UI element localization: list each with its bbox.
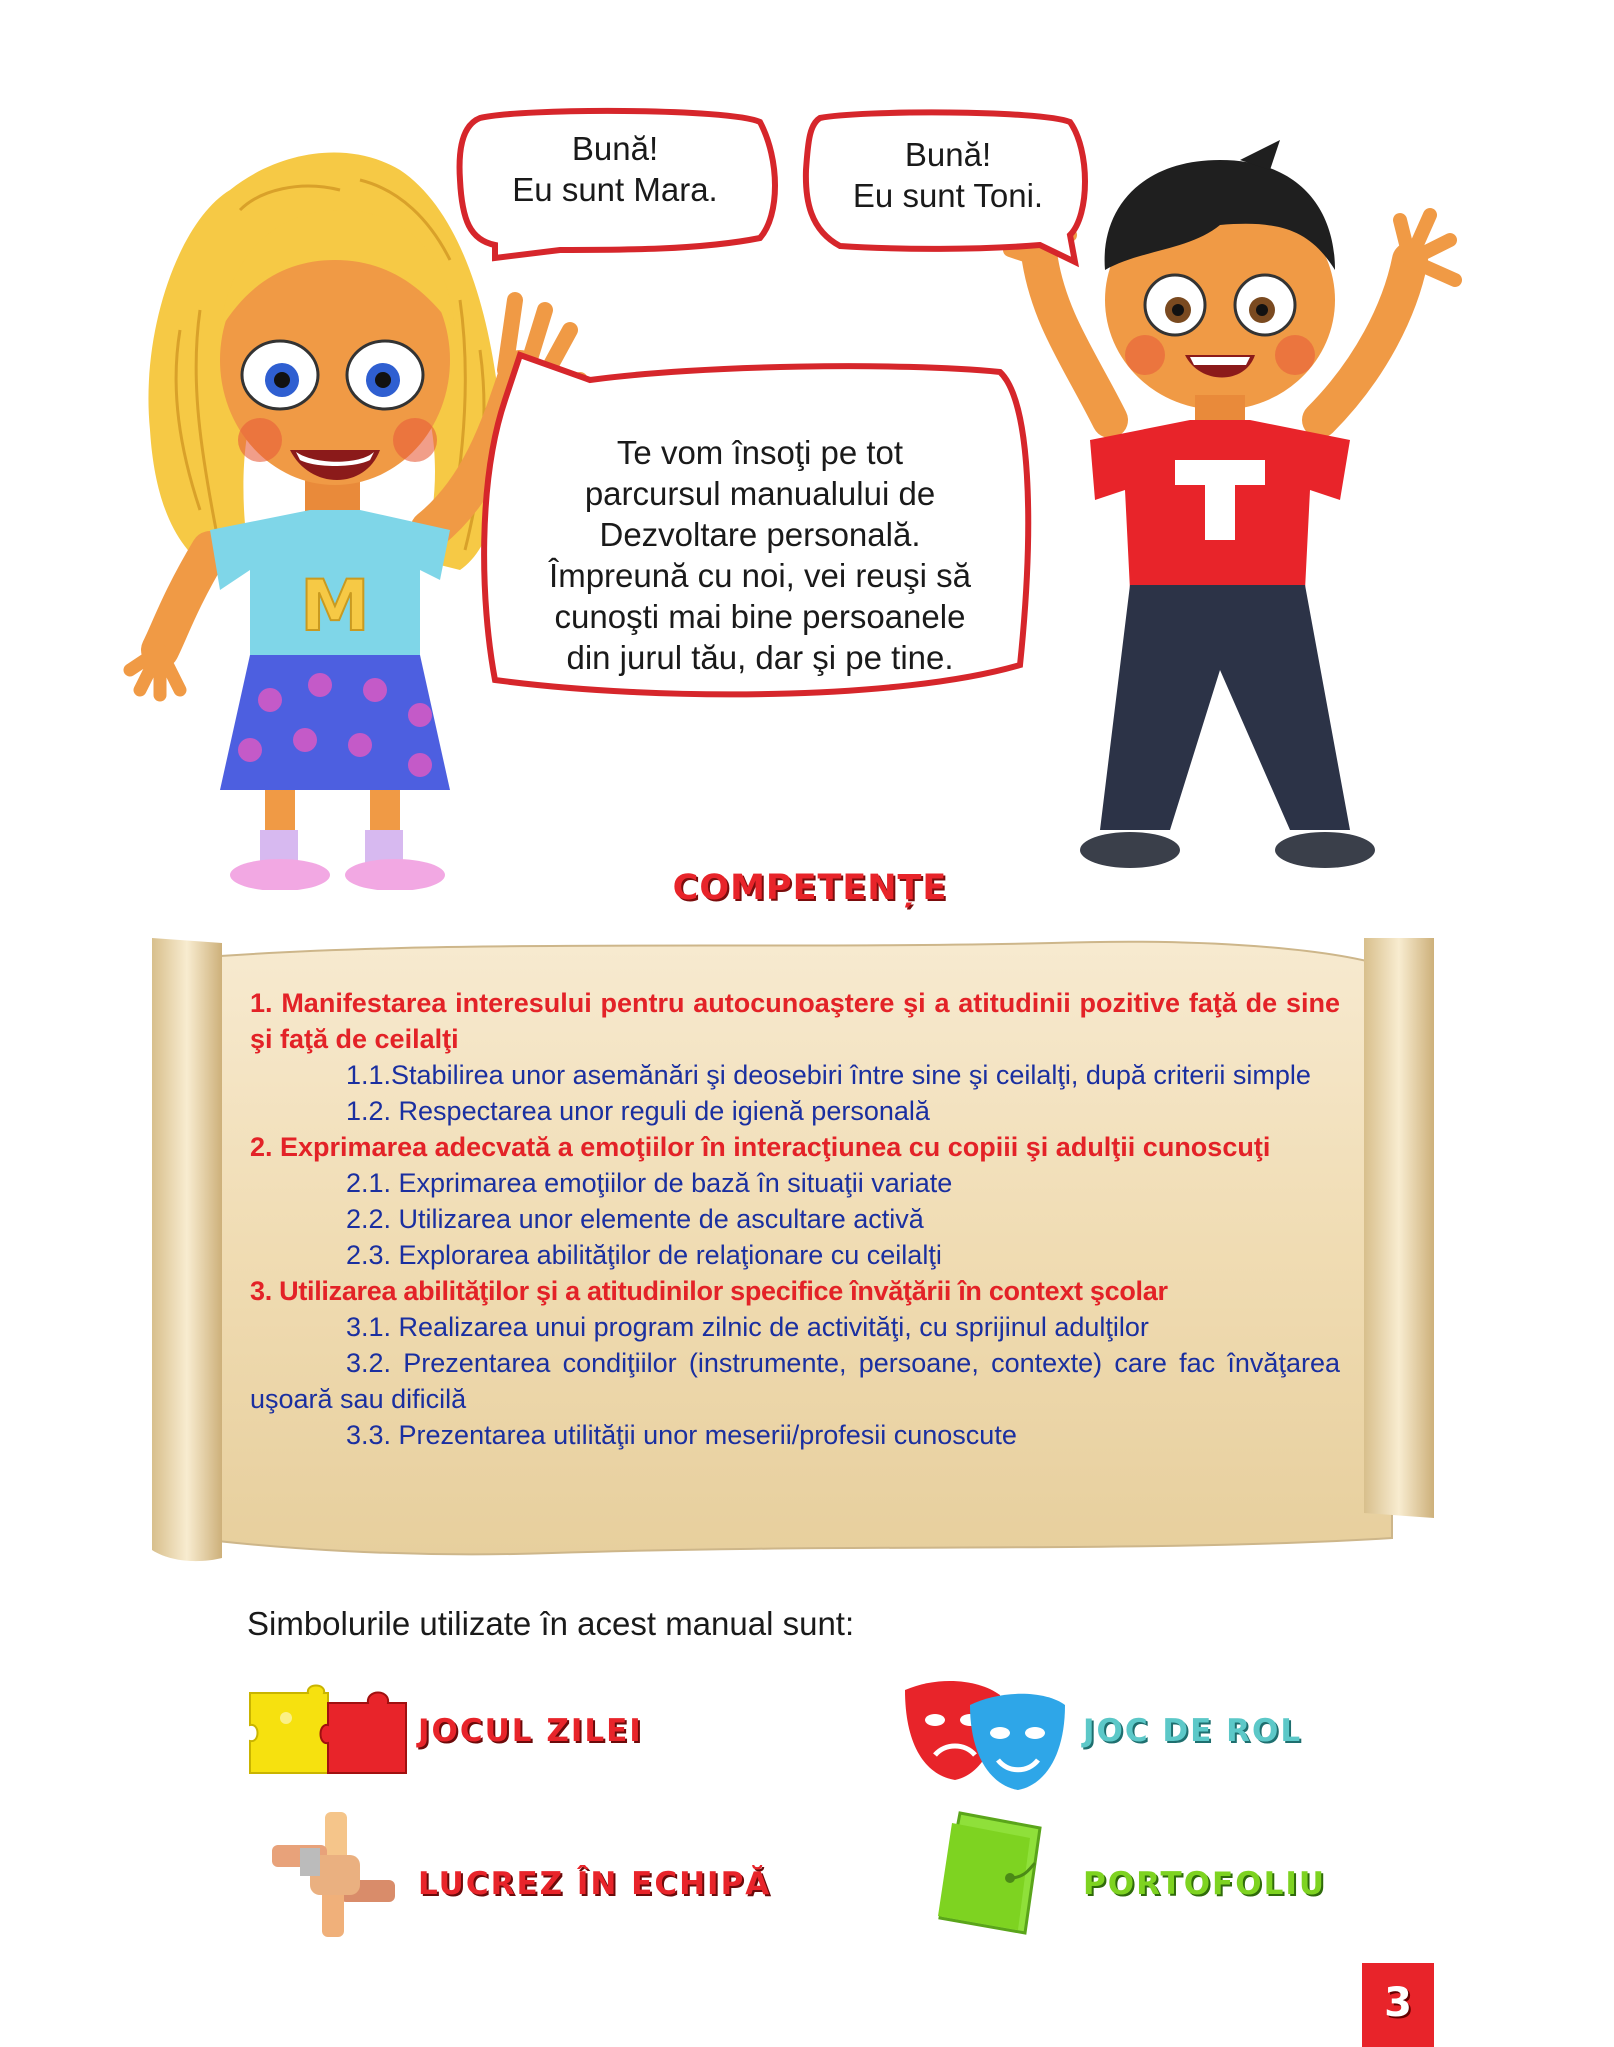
- center-bubble-text: [505, 432, 1015, 678]
- competenta-sub: 3.3. Prezentarea utilităţii unor meserii/profesii cunoscute: [346, 1420, 1017, 1450]
- competente-title: COMPETENȚE: [672, 868, 948, 908]
- competente-list: [250, 985, 1340, 1453]
- competenta-2: [250, 1129, 1340, 1273]
- symbol-label-portofoliu: PORTOFOLIU: [1083, 1866, 1327, 1902]
- competenta-sub: 1.1.Stabilirea unor asemănări şi deosebiri între sine şi ceilalţi, după criterii simple: [346, 1060, 1311, 1090]
- competenta-heading: 2. Exprimarea adecvată a emoţiilor în interacţiunea cu copiii şi adulţii cunoscuţi: [250, 1132, 1271, 1162]
- puzzle-icon: [248, 1683, 408, 1783]
- center-bubble-line: din jurul tău, dar şi pe tine.: [566, 639, 954, 676]
- center-bubble-line: Te vom însoţi pe tot: [616, 434, 904, 471]
- competenta-sub: 2.3. Explorarea abilităţilor de relaţionare cu ceilalţi: [346, 1240, 942, 1270]
- symbol-label-lucrez-in-echipa: LUCREZ ÎN ECHIPĂ: [418, 1866, 772, 1902]
- page-number: 3: [1362, 1963, 1434, 2047]
- mara-bubble-text: [470, 128, 760, 210]
- competenta-3: [250, 1273, 1340, 1453]
- toni-bubble-text: [818, 134, 1078, 216]
- folder-icon: [930, 1808, 1050, 1938]
- competenta-sub: 2.1. Exprimarea emoţiilor de bază în situaţii variate: [346, 1168, 953, 1198]
- teamwork-hands-icon: [270, 1810, 400, 1940]
- symbols-intro: Simbolurile utilizate în acest manual sunt:: [247, 1605, 855, 1642]
- center-bubble-line: Dezvoltare personală.: [599, 516, 921, 553]
- mara-bubble-line2: Eu sunt Mara.: [512, 171, 718, 208]
- competenta-sub: 2.2. Utilizarea unor elemente de ascultare activă: [346, 1204, 924, 1234]
- toni-bubble-line1: Bună!: [904, 136, 992, 173]
- symbol-label-joc-de-rol: JOC DE ROL: [1083, 1713, 1303, 1749]
- theater-masks-icon: [900, 1675, 1070, 1795]
- competenta-1: [250, 985, 1340, 1129]
- mara-shirt-letter: M: [300, 565, 370, 647]
- competenta-sub: 3.2. Prezentarea condiţiilor (instrumente, persoane, contexte) care fac învăţarea uşoară sau dificilă: [250, 1348, 1340, 1414]
- competenta-sub: 1.2. Respectarea unor reguli de igienă personală: [346, 1096, 930, 1126]
- symbol-label-jocul-zilei: JOCUL ZILEI: [418, 1713, 643, 1749]
- center-bubble-line: parcursul manualului de: [584, 475, 936, 512]
- competenta-sub: 3.1. Realizarea unui program zilnic de activităţi, cu sprijinul adulţilor: [346, 1312, 1149, 1342]
- competenta-heading: 3. Utilizarea abilităţilor şi a atitudinilor specifice învăţării în context şcolar: [250, 1276, 1168, 1306]
- mara-bubble-line1: Bună!: [571, 130, 659, 167]
- toni-bubble-line2: Eu sunt Toni.: [852, 177, 1044, 214]
- center-bubble-line: Împreună cu noi, vei reuşi să: [549, 557, 971, 594]
- competenta-heading: 1. Manifestarea interesului pentru autocunoaştere şi a atitudinii pozitive faţă de sine şi faţă de ceilalţi: [250, 988, 1340, 1054]
- center-bubble-line: cunoşti mai bine persoanele: [554, 598, 966, 635]
